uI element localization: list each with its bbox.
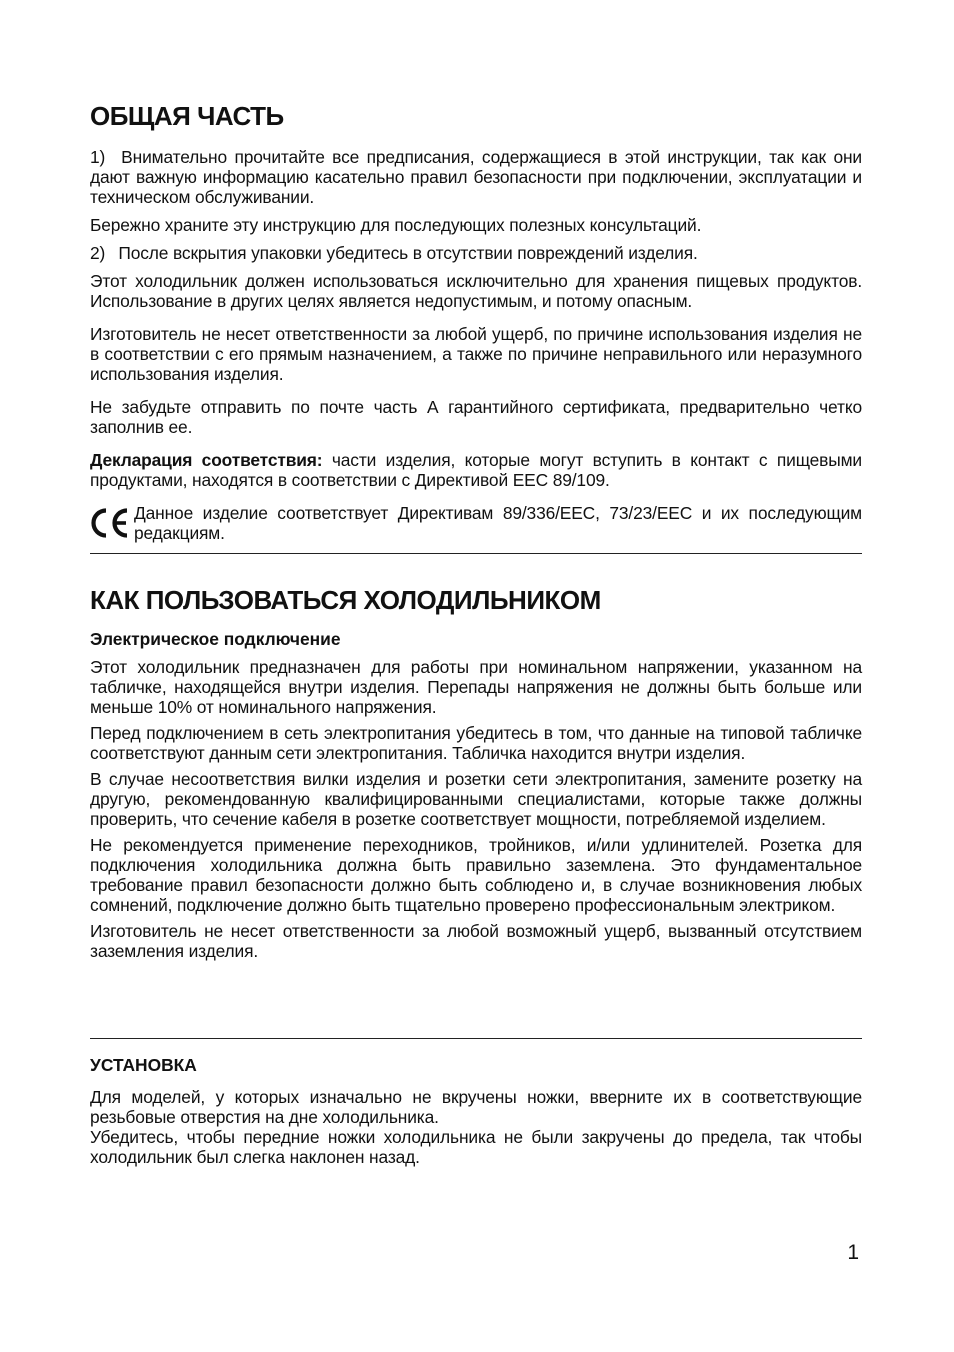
declaration-label: Декларация соответствия:	[90, 450, 323, 470]
paragraph-grounding-liability: Изготовитель не несет ответственности за любой возможный ущерб, вызванный отсутствием заземления изделия.	[90, 921, 862, 961]
ce-compliance-row	[90, 503, 862, 547]
paragraph-check-damage: 2) После вскрытия упаковки убедитесь в отсутствии повреждений изделия.	[90, 243, 698, 263]
paragraph-read-instructions: 1) Внимательно прочитайте все предписания, содержащиеся в этой инструкции, так как они дают важную информацию касательно правил безопасности при подключении, эксплуатации и техническом обслуживании.	[90, 147, 862, 207]
general-paragraphs	[90, 147, 862, 490]
usage-section	[90, 628, 862, 961]
subsection-divider	[90, 1038, 862, 1039]
declaration-text: части изделия, которые могут вступить в контакт с пищевыми продуктами, находятся в соответствии с Директивой ЕЕС 89/109.	[90, 450, 862, 490]
subtitle-electrical-connection: Электрическое подключение	[90, 629, 341, 649]
ce-mark-icon	[90, 507, 134, 547]
section-divider	[90, 553, 862, 554]
section-title-general: ОБЩАЯ ЧАСТЬ	[90, 101, 284, 131]
paragraph-keep-instructions: Бережно храните эту инструкцию для последующих полезных консультаций.	[90, 215, 702, 235]
paragraph-liability: Изготовитель не несет ответственности за любой ущерб, по причине использования изделия не в соответствии с его прямым назначением, а также по причине неправильного или неразумного использования изделия.	[90, 324, 862, 384]
paragraph-socket-mismatch: В случае несоответствия вилки изделия и розетки сети электропитания, замените розетку на другую, рекомендованную квалифицированными специалистами, которые также должны проверить, что сечение кабеля в розетке соответствует мощности, потребляемой изделием.	[90, 769, 862, 829]
paragraph-adapters-grounding: Не рекомендуется применение переходников, тройников, и/или удлинителей. Розетка для подключения холодильника должна быть правильно заземлена. Это фундаментальное требование правил безопасности должно быть соблюдено и, в случае возникновения любых сомнений, подключение должно быть тщательно проверено профессиональным электриком.	[90, 835, 862, 915]
subtitle-installation: УСТАНОВКА	[90, 1055, 197, 1075]
page-number: 1	[847, 1241, 859, 1264]
paragraph-warranty: Не забудьте отправить по почте часть А гарантийного сертификата, предварительно четко заполнив ее.	[90, 397, 862, 437]
paragraph-intended-use: Этот холодильник должен использоваться исключительно для хранения пищевых продуктов. Использование в других целях является недопустимым, и потому опасным.	[90, 271, 862, 311]
paragraph-front-feet: Убедитесь, чтобы передние ножки холодильника не были закручены до предела, так чтобы холодильник был слегка наклонен назад.	[90, 1127, 862, 1167]
section-title-usage: КАК ПОЛЬЗОВАТЬСЯ ХОЛОДИЛЬНИКОМ	[90, 585, 601, 615]
paragraph-declaration	[90, 450, 862, 490]
installation-section	[90, 1054, 862, 1167]
paragraph-voltage: Этот холодильник предназначен для работы при номинальном напряжении, указанном на табличке, находящейся внутри изделия. Перепады напряжения не должны быть больше или меньше 10% от номинального напряжения.	[90, 657, 862, 717]
paragraph-install-feet: Для моделей, у которых изначально не вкручены ножки, вверните их в соответствующие резьбовые отверстия на дне холодильника.	[90, 1087, 862, 1127]
paragraph-rating-plate: Перед подключением в сеть электропитания убедитесь в том, что данные на типовой табличке соответствуют данным сети электропитания. Табличка находится внутри изделия.	[90, 723, 862, 763]
ce-compliance-text: Данное изделие соответствует Директивам 89/336/EEC, 73/23/EEC и их последующим редакциям.	[134, 503, 862, 543]
